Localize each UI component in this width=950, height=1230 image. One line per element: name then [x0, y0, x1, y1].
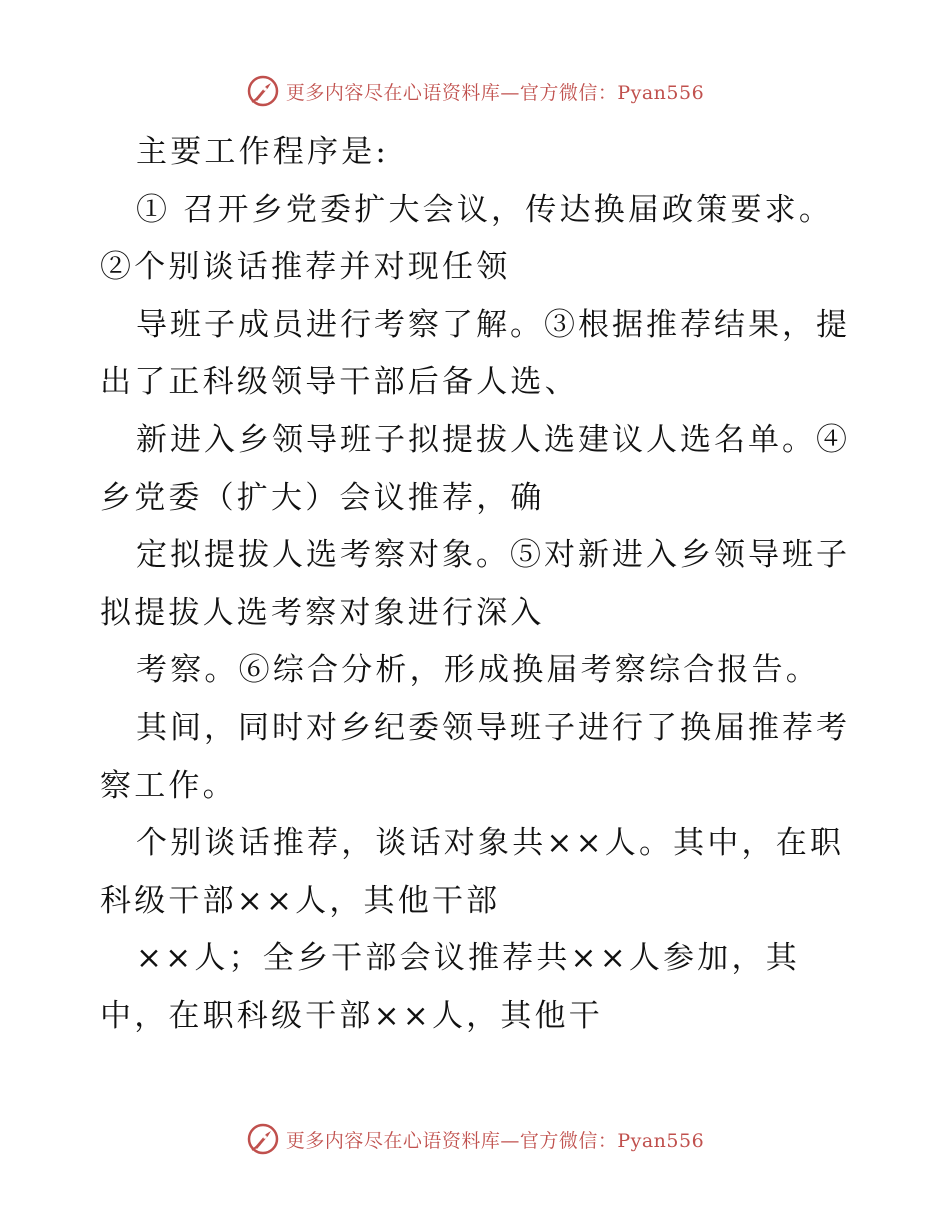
body-line-9: 拟提拔人选考察对象进行深入 — [100, 594, 545, 631]
footer-watermark-text: 更多内容尽在心语资料库—官方微信：Pyan556 — [285, 1129, 705, 1152]
body-line-4: 导班子成员进行考察了解。③根据推荐结果，提 — [136, 306, 850, 343]
body-line-16: 中，在职科级干部××人，其他干 — [100, 997, 603, 1034]
body-line-8: 定拟提拔人选考察对象。⑤对新进入乡领导班子 — [136, 537, 850, 574]
pen-nib-logo-icon — [246, 1122, 280, 1156]
body-line-5: 出了正科级领导干部后备人选、 — [100, 364, 579, 401]
body-line-3: ②个别谈话推荐并对现任领 — [100, 249, 511, 286]
body-line-13: 个别谈话推荐，谈话对象共××人。其中，在职 — [136, 825, 845, 862]
pen-nib-logo-icon — [246, 74, 280, 108]
header-watermark — [0, 71, 950, 111]
body-line-2: ① 召开乡党委扩大会议，传达换届政策要求。 — [136, 191, 834, 228]
body-line-6: 新进入乡领导班子拟提拔人选建议人选名单。④ — [136, 421, 850, 458]
footer-watermark — [0, 1119, 950, 1159]
body-line-10: 考察。⑥综合分析，形成换届考察综合报告。 — [136, 652, 820, 689]
body-line-11: 其间，同时对乡纪委领导班子进行了换届推荐考 — [136, 709, 850, 746]
header-watermark-text: 更多内容尽在心语资料库—官方微信：Pyan556 — [285, 81, 705, 104]
body-line-14: 科级干部××人，其他干部 — [100, 882, 501, 919]
document-body — [100, 124, 850, 1046]
body-line-1: 主要工作程序是: — [136, 134, 390, 170]
body-line-15: ××人；全乡干部会议推荐共××人参加，其 — [136, 940, 800, 977]
body-line-12: 察工作。 — [100, 767, 237, 804]
body-line-7: 乡党委（扩大）会议推荐，确 — [100, 479, 545, 516]
